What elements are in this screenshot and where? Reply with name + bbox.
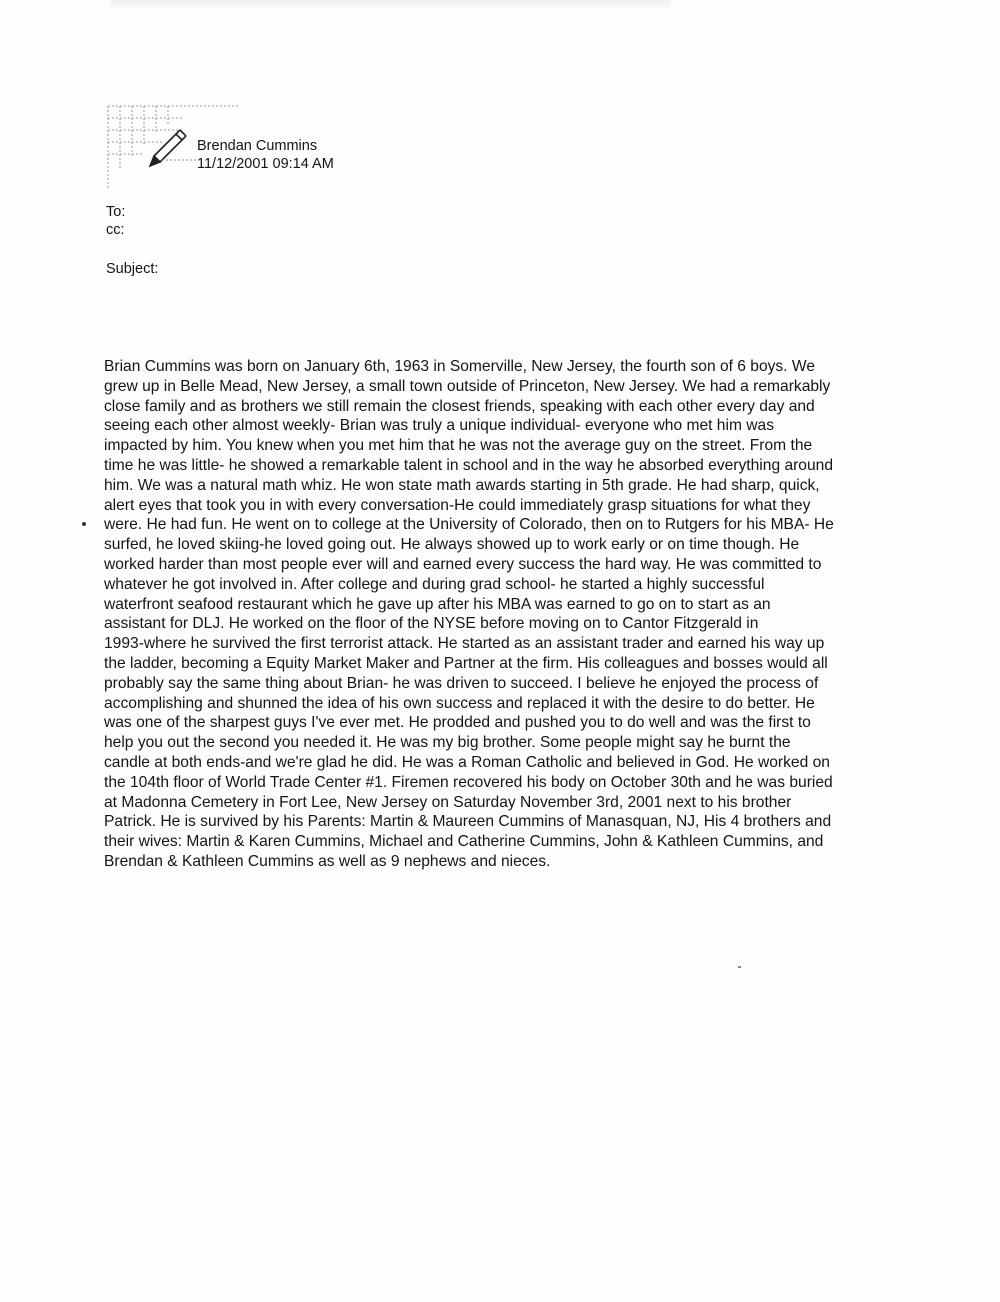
sender-block (197, 137, 334, 173)
body-line: Patrick. He is survived by his Parents: Martin & Maureen Cummins of Manasquan, NJ, His 4 brothers and (104, 813, 832, 831)
body-line: the 104th floor of World Trade Center #1. Firemen recovered his body on October 30th and he was buried (104, 773, 833, 791)
body-line: impacted by him. You knew when you met him that he was not the average guy on the street. From the (104, 437, 813, 455)
body-line: probably say the same thing about Brian- he was driven to succeed. I believe he enjoyed the process of (104, 674, 819, 692)
margin-mark (82, 522, 86, 526)
body-line: their wives: Martin & Karen Cummins, Michael and Catherine Cummins, John & Kathleen Cummins, and (104, 833, 824, 851)
scan-artifact (110, 0, 670, 10)
address-block (106, 203, 125, 239)
body-line: time he was little- he showed a remarkable talent in school and in the way he absorbed everything around (104, 456, 834, 474)
message-body (104, 357, 904, 872)
body-line: whatever he got involved in. After college and during grad school- he started a highly successful (104, 575, 765, 593)
body-line: was one of the sharpest guys I've ever met. He prodded and pushed you to do well and was the first to (104, 714, 811, 732)
subject-label: Subject: (106, 261, 159, 277)
body-line: at Madonna Cemetery in Fort Lee, New Jersey on Saturday November 3rd, 2001 next to his brother (104, 793, 792, 811)
body-line: worked harder than most people ever will and earned every success the hard way. He was committed to (104, 555, 822, 573)
body-line: seeing each other almost weekly- Brian was truly a unique individual- everyone who met him was (104, 417, 774, 435)
body-line: 1993-where he survived the first terrorist attack. He started as an assistant trader and earned his way up (104, 635, 825, 653)
body-line: Brendan & Kathleen Cummins as well as 9 nephews and nieces. (104, 852, 551, 870)
sender-name: Brendan Cummins (197, 138, 318, 154)
body-line: the ladder, becoming a Equity Market Maker and Partner at the firm. His colleagues and bosses would all (104, 654, 828, 672)
body-line: surfed, he loved skiing-he loved going out. He always showed up to work early or on time though. He (104, 536, 800, 554)
cc-label: cc: (106, 222, 125, 238)
body-line: Brian Cummins was born on January 6th, 1963 in Somerville, New Jersey, the fourth son of 6 boys. We (104, 358, 816, 375)
body-line: alert eyes that took you in with every conversation-He could immediately grasp situations for what they (104, 496, 811, 514)
body-line: accomplishing and shunned the idea of his own success and replaced it with the desire to do better. He (104, 694, 815, 712)
body-line: close family and as brothers we still remain the closest friends, speaking with each other every day and (104, 397, 815, 415)
body-line: waterfront seafood restaurant which he gave up after his MBA was earned to go on to start as an (104, 595, 771, 613)
body-line: help you out the second you needed it. He was my big brother. Some people might say he burnt the (104, 734, 791, 752)
scan-speck (738, 966, 741, 968)
body-line: grew up in Belle Mead, New Jersey, a small town outside of Princeton, New Jersey. We had a remarkably (104, 377, 831, 395)
body-line: were. He had fun. He went on to college at the University of Colorado, then on to Rutgers for his MBA- He (104, 516, 834, 534)
body-line: assistant for DLJ. He worked on the floor of the NYSE before moving on to Cantor Fitzgerald in (104, 615, 759, 633)
to-label: To: (106, 204, 126, 220)
body-line: him. We was a natural math whiz. He won state math awards starting in 5th grade. He had sharp, quick, (104, 476, 820, 494)
sent-datetime: 11/12/2001 09:14 AM (197, 156, 334, 172)
body-line: candle at both ends-and we're glad he did. He was a Roman Catholic and believed in God. He worked on (104, 753, 830, 771)
